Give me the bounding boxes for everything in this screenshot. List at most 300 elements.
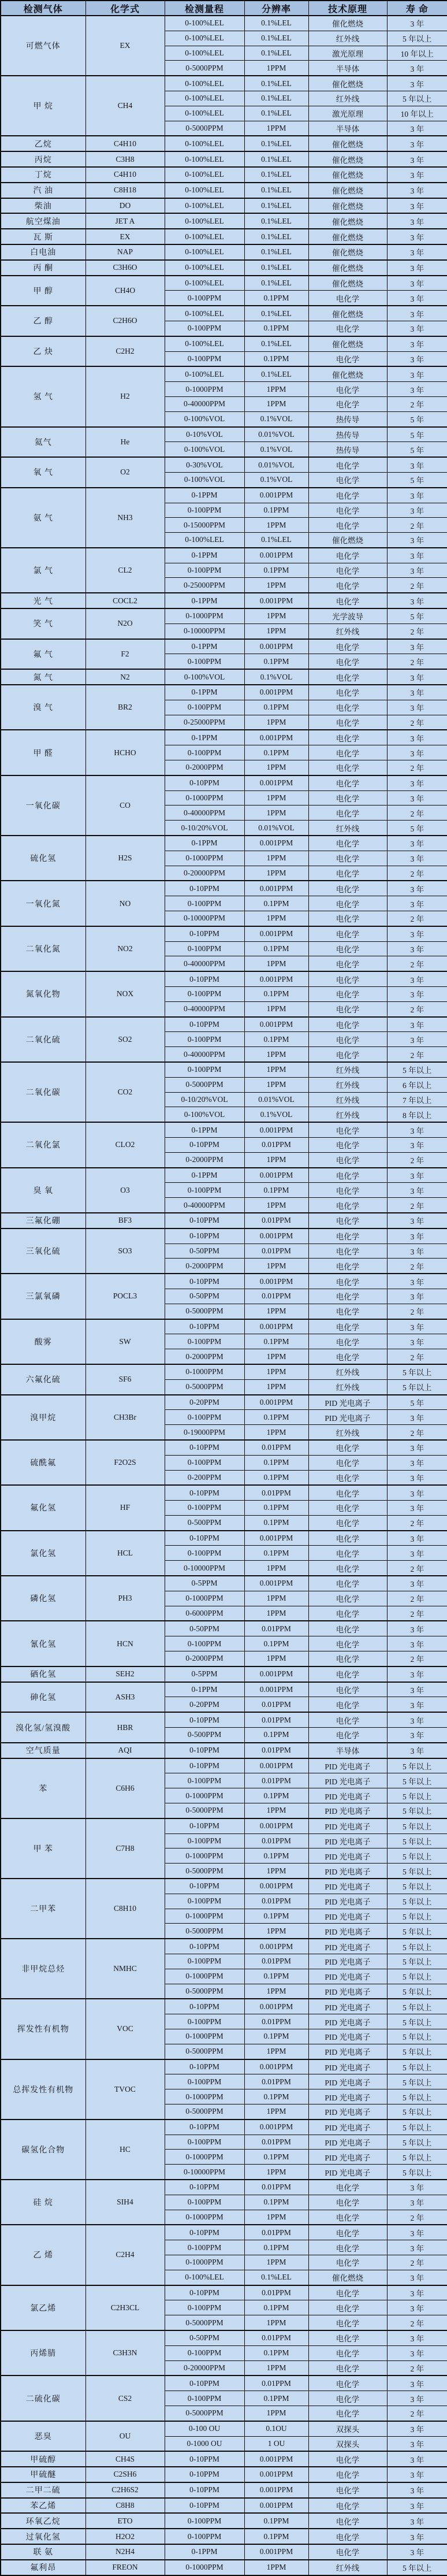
principle-cell: PID 光电离子 <box>308 1773 387 1788</box>
resolution-cell: 0.01PPM <box>244 1743 308 1758</box>
gas-name-cell: 氨 气 <box>1 488 85 548</box>
range-cell: 0-5PPM <box>165 1666 244 1682</box>
lifespan-cell: 3 年 <box>387 2482 447 2498</box>
range-cell: 0-100PPM <box>165 700 244 715</box>
resolution-cell: 1PPM <box>244 1364 308 1379</box>
lifespan-cell: 3 年 <box>387 229 447 244</box>
principle-cell: 电化学 <box>308 2375 387 2391</box>
gas-name-cell: 汽 油 <box>1 183 85 198</box>
lifespan-cell: 5 年以上 <box>387 2135 447 2150</box>
table-row <box>1 2513 447 2529</box>
resolution-cell: 0.001PPM <box>244 2498 308 2514</box>
principle-cell: PID 光电离子 <box>308 2074 387 2089</box>
lifespan-cell: 5 年以上 <box>387 1818 447 1833</box>
resolution-cell: 0.1OU <box>244 2421 308 2436</box>
lifespan-cell: 3 年 <box>387 1470 447 1485</box>
lifespan-cell: 2 年 <box>387 715 447 730</box>
principle-cell: 半导体 <box>308 1743 387 1758</box>
range-cell: 0-1PPM <box>165 1682 244 1697</box>
principle-cell: PID 光电离子 <box>308 1864 387 1879</box>
gas-name-cell: 甲硫醇 <box>1 2451 85 2467</box>
lifespan-cell: 3 年 <box>387 2529 447 2544</box>
resolution-cell: 0.1PPM <box>244 1032 308 1047</box>
range-cell: 0-100%LEL <box>165 2270 244 2285</box>
gas-name-cell: 瓦 斯 <box>1 229 85 244</box>
lifespan-cell: 3 年 <box>387 2330 447 2345</box>
formula-cell: BF3 <box>85 1213 165 1228</box>
range-cell: 0-1PPM <box>165 730 244 745</box>
lifespan-cell: 3 年 <box>387 836 447 851</box>
lifespan-cell: 3 年 <box>387 16 447 31</box>
principle-cell: 电化学 <box>308 730 387 745</box>
lifespan-cell: 3 年 <box>387 639 447 654</box>
range-cell: 0-100%LEL <box>165 106 244 121</box>
principle-cell: 电化学 <box>308 1636 387 1651</box>
range-cell: 0-40000PPM <box>165 1001 244 1016</box>
resolution-cell: 0.1PPM <box>244 654 308 669</box>
principle-cell: 电化学 <box>308 548 387 563</box>
gas-name-cell: 硫酰氟 <box>1 1440 85 1485</box>
lifespan-cell: 3 年 <box>387 1546 447 1561</box>
gas-name-cell: 氟 气 <box>1 639 85 670</box>
lifespan-cell: 5 年以上 <box>387 1833 447 1849</box>
lifespan-cell: 10 年以上 <box>387 106 447 121</box>
range-cell: 0-100PPM <box>165 291 244 306</box>
lifespan-cell: 2 年 <box>387 1651 447 1666</box>
range-cell: 0-10PPM <box>165 1531 244 1546</box>
resolution-cell: 0.1%LEL <box>244 136 308 151</box>
principle-cell: 电化学 <box>308 1017 387 1032</box>
principle-cell: 电化学 <box>308 2467 387 2482</box>
resolution-cell: 0.1%LEL <box>244 167 308 183</box>
range-cell: 0-2000PPM <box>165 1349 244 1364</box>
lifespan-cell: 3 年 <box>387 61 447 76</box>
principle-cell: 催化燃烧 <box>308 2270 387 2285</box>
table-row <box>1 926 447 941</box>
resolution-cell: 0.01PPM <box>244 2285 308 2300</box>
principle-cell: 电化学 <box>308 715 387 730</box>
lifespan-cell: 3 年 <box>387 136 447 151</box>
lifespan-cell: 5 年以上 <box>387 2120 447 2135</box>
lifespan-cell: 5 年以上 <box>387 1969 447 1984</box>
principle-cell: 催化燃烧 <box>308 244 387 260</box>
lifespan-cell: 5 年 <box>387 1395 447 1410</box>
resolution-cell: 0.001PPM <box>244 488 308 503</box>
resolution-cell: 0.1%LEL <box>244 366 308 381</box>
formula-cell: ETO <box>85 2513 165 2529</box>
resolution-cell: 0.1PPM <box>244 2300 308 2315</box>
resolution-cell: 0.1PPM <box>244 2089 308 2104</box>
principle-cell: 电化学 <box>308 1304 387 1319</box>
principle-cell: 电化学 <box>308 2180 387 2195</box>
principle-cell: 电化学 <box>308 654 387 669</box>
range-cell: 0-10PPM <box>165 971 244 986</box>
lifespan-cell: 7 年以上 <box>387 1092 447 1107</box>
range-cell: 0-100%LEL <box>165 276 244 291</box>
lifespan-cell: 2 年 <box>387 578 447 593</box>
range-cell: 0-1PPM <box>165 639 244 654</box>
gas-name-cell: 氦气 <box>1 427 85 458</box>
principle-cell: PID 光电离子 <box>308 1909 387 1924</box>
lifespan-cell: 3 年 <box>387 1274 447 1289</box>
range-cell: 0-10PPM <box>165 775 244 790</box>
range-cell: 0-5000PPM <box>165 2315 244 2330</box>
principle-cell: 电化学 <box>308 896 387 911</box>
lifespan-cell: 3 年 <box>387 2451 447 2467</box>
range-cell: 0-10PPM <box>165 926 244 941</box>
formula-cell: N2O <box>85 608 165 639</box>
resolution-cell: 1PPM <box>244 623 308 639</box>
principle-cell: 电化学 <box>308 790 387 806</box>
lifespan-cell: 2 年 <box>387 1425 447 1440</box>
resolution-cell: 1PPM <box>244 1047 308 1062</box>
range-cell: 0-40000PPM <box>165 806 244 821</box>
resolution-cell: 0.1PPM <box>244 2391 308 2406</box>
principle-cell: 催化燃烧 <box>308 213 387 229</box>
range-cell: 0-10PPM <box>165 2120 244 2135</box>
gas-name-cell: 联 氨 <box>1 2544 85 2560</box>
range-cell: 0-5000PPM <box>165 1379 244 1394</box>
range-cell: 0-15000PPM <box>165 518 244 533</box>
table-row <box>1 1576 447 1591</box>
range-cell: 0-1000PPM <box>165 2150 244 2165</box>
formula-cell: H2S <box>85 836 165 881</box>
principle-cell: 电化学 <box>308 563 387 578</box>
resolution-cell: 0.01PPM <box>244 1244 308 1259</box>
principle-cell: 电化学 <box>308 836 387 851</box>
range-cell: 0-10000PPM <box>165 623 244 639</box>
gas-name-cell: 三氟化硼 <box>1 1213 85 1228</box>
resolution-cell: 0.01PPM <box>244 1621 308 1636</box>
principle-cell: 电化学 <box>308 2498 387 2514</box>
table-row <box>1 1213 447 1228</box>
resolution-cell: 0.1%LEL <box>244 229 308 244</box>
formula-cell: NH3 <box>85 488 165 548</box>
principle-cell: PID 光电离子 <box>308 1395 387 1410</box>
formula-cell: C8H10 <box>85 1879 165 1939</box>
lifespan-cell: 2 年 <box>387 518 447 533</box>
range-cell: 0-2000PPM <box>165 1651 244 1666</box>
resolution-cell: 0.1PPM <box>244 1969 308 1984</box>
formula-cell: C7H8 <box>85 1818 165 1879</box>
lifespan-cell: 3 年 <box>387 1712 447 1727</box>
lifespan-cell: 6 年以上 <box>387 1077 447 1092</box>
resolution-cell: 0.1PPM <box>244 745 308 760</box>
table-row <box>1 276 447 291</box>
lifespan-cell: 2 年 <box>387 654 447 669</box>
resolution-cell: 0.01PPM <box>244 2225 308 2240</box>
range-cell: 0-100PPM <box>165 1894 244 1909</box>
lifespan-cell: 3 年 <box>387 457 447 472</box>
lifespan-cell: 5 年 <box>387 821 447 836</box>
resolution-cell: 0.001PPM <box>244 2482 308 2498</box>
range-cell: 0-100PPM <box>165 503 244 518</box>
resolution-cell: 0.001PPM <box>244 1319 308 1334</box>
range-cell: 0-10000PPM <box>165 1561 244 1576</box>
range-cell: 0-100%LEL <box>165 46 244 61</box>
table-row <box>1 1485 447 1500</box>
table-row <box>1 1758 447 1773</box>
lifespan-cell: 3 年 <box>387 2513 447 2529</box>
column-header-0: 检测气体 <box>1 1 85 16</box>
principle-cell: 电化学 <box>308 1666 387 1682</box>
resolution-cell: 0.1%VOL <box>244 1107 308 1122</box>
table-row <box>1 1939 447 1954</box>
principle-cell: 电化学 <box>308 2345 387 2360</box>
formula-cell: O2 <box>85 457 165 488</box>
lifespan-cell: 3 年 <box>387 167 447 183</box>
principle-cell: 电化学 <box>308 1032 387 1047</box>
range-cell: 0-100%LEL <box>165 183 244 198</box>
table-row <box>1 2482 447 2498</box>
lifespan-cell: 3 年 <box>387 2436 447 2451</box>
resolution-cell: 0.1%LEL <box>244 244 308 260</box>
gas-name-cell: 乙烷 <box>1 136 85 151</box>
range-cell: 0-100PPM <box>165 1334 244 1349</box>
resolution-cell: 1PPM <box>244 1591 308 1606</box>
table-row <box>1 2059 447 2074</box>
lifespan-cell: 5 年以上 <box>387 1803 447 1818</box>
resolution-cell: 0.1PPM <box>244 1501 308 1516</box>
range-cell: 0-1000PPM <box>165 2255 244 2270</box>
table-row <box>1 2330 447 2345</box>
resolution-cell: 0.01PPM <box>244 1440 308 1455</box>
lifespan-cell: 2 年 <box>387 1606 447 1621</box>
lifespan-cell: 3 年 <box>387 1743 447 1758</box>
resolution-cell: 0.001PPM <box>244 685 308 700</box>
gas-name-cell: 丙 酮 <box>1 260 85 276</box>
lifespan-cell: 3 年 <box>387 1621 447 1636</box>
lifespan-cell: 3 年 <box>387 1017 447 1032</box>
table-row <box>1 151 447 167</box>
principle-cell: 电化学 <box>308 291 387 306</box>
principle-cell: 双探头 <box>308 2421 387 2436</box>
lifespan-cell: 3 年 <box>387 2240 447 2255</box>
resolution-cell: 1PPM <box>244 1803 308 1818</box>
resolution-cell: 0.1PPM <box>244 896 308 911</box>
range-cell: 0-100%LEL <box>165 213 244 229</box>
principle-cell: 催化燃烧 <box>308 16 387 31</box>
range-cell: 0-500PPM <box>165 1515 244 1530</box>
resolution-cell: 0.001PPM <box>244 1395 308 1410</box>
resolution-cell: 0.1%LEL <box>244 198 308 214</box>
range-cell: 0-40000PPM <box>165 1047 244 1062</box>
principle-cell: 电化学 <box>308 1137 387 1152</box>
lifespan-cell: 2 年 <box>387 1349 447 1364</box>
resolution-cell: 0.001PPM <box>244 2451 308 2467</box>
gas-name-cell: 氮氧化物 <box>1 971 85 1016</box>
resolution-cell: 0.001PPM <box>244 1168 308 1183</box>
formula-cell: He <box>85 427 165 458</box>
principle-cell: 电化学 <box>308 775 387 790</box>
lifespan-cell: 5 年以上 <box>387 2089 447 2104</box>
range-cell: 0-100PPM <box>165 1501 244 1516</box>
gas-name-cell: 二硫化碳 <box>1 2375 85 2421</box>
range-cell: 0-10PPM <box>165 2467 244 2482</box>
lifespan-cell: 3 年 <box>387 2375 447 2391</box>
formula-cell: NMHC <box>85 1939 165 1999</box>
principle-cell: 红外线 <box>308 1379 387 1394</box>
range-cell: 0-100PPM <box>165 1183 244 1198</box>
lifespan-cell: 2 年 <box>387 1304 447 1319</box>
lifespan-cell: 3 年 <box>387 2421 447 2436</box>
resolution-cell: 0.001PPM <box>244 1122 308 1137</box>
principle-cell: 双探头 <box>308 2436 387 2451</box>
gas-name-cell: 苯 <box>1 1758 85 1818</box>
resolution-cell: 0.001PPM <box>244 1531 308 1546</box>
lifespan-cell: 2 年 <box>387 2360 447 2375</box>
lifespan-cell: 3 年 <box>387 1697 447 1712</box>
range-cell: 0-100%LEL <box>165 336 244 351</box>
lifespan-cell: 3 年 <box>387 563 447 578</box>
principle-cell: PID 光电离子 <box>308 1758 387 1773</box>
resolution-cell: 1PPM <box>244 1864 308 1879</box>
gas-name-cell: 氟利昂 <box>1 2560 85 2575</box>
range-cell: 0-100%LEL <box>165 366 244 381</box>
table-row <box>1 244 447 260</box>
formula-cell: SF6 <box>85 1364 165 1395</box>
range-cell: 0-100PPM <box>165 321 244 336</box>
principle-cell: 催化燃烧 <box>308 276 387 291</box>
formula-cell: HCHO <box>85 730 165 775</box>
resolution-cell: 0.001PPM <box>244 2544 308 2560</box>
principle-cell: 电化学 <box>308 1228 387 1244</box>
gas-name-cell: 甲 苯 <box>1 1818 85 1879</box>
principle-cell: 电化学 <box>308 1515 387 1530</box>
principle-cell: 电化学 <box>308 806 387 821</box>
lifespan-cell: 5 年以上 <box>387 1924 447 1939</box>
table-row <box>1 608 447 623</box>
resolution-cell: 0.001PPM <box>244 2120 308 2135</box>
principle-cell: 电化学 <box>308 1606 387 1621</box>
resolution-cell: 0.01PPM <box>244 1712 308 1727</box>
range-cell: 0-100PPM <box>165 2014 244 2029</box>
lifespan-cell: 3 年 <box>387 366 447 381</box>
gas-name-cell: 氯乙烯 <box>1 2285 85 2330</box>
principle-cell: PID 光电离子 <box>308 1939 387 1954</box>
range-cell: 0-20PPM <box>165 1697 244 1712</box>
resolution-cell: 1PPM <box>244 1984 308 1999</box>
principle-cell: 电化学 <box>308 2225 387 2240</box>
resolution-cell: 0.001PPM <box>244 775 308 790</box>
range-cell: 0-5000PPM <box>165 1077 244 1092</box>
gas-name-cell: 甲硫醚 <box>1 2467 85 2482</box>
principle-cell: 红外线 <box>308 623 387 639</box>
principle-cell: 电化学 <box>308 2544 387 2560</box>
lifespan-cell: 3 年 <box>387 1213 447 1228</box>
lifespan-cell: 5 年 <box>387 442 447 457</box>
table-row <box>1 1818 447 1833</box>
table-row <box>1 427 447 442</box>
principle-cell: 激光原理 <box>308 46 387 61</box>
range-cell: 0-25000PPM <box>165 715 244 730</box>
lifespan-cell: 5 年以上 <box>387 2104 447 2119</box>
table-row <box>1 1712 447 1727</box>
principle-cell: 电化学 <box>308 2513 387 2529</box>
range-cell: 0-1000PPM <box>165 2210 244 2225</box>
table-row <box>1 2451 447 2467</box>
principle-cell: 电化学 <box>308 2195 387 2210</box>
range-cell: 0-10/20%VOL <box>165 1092 244 1107</box>
gas-name-cell: 一氧化氮 <box>1 881 85 926</box>
lifespan-cell: 2 年 <box>387 2210 447 2225</box>
range-cell: 0-1PPM <box>165 836 244 851</box>
formula-cell: C2H2 <box>85 336 165 367</box>
resolution-cell: 0.01PPM <box>244 1833 308 1849</box>
principle-cell: 电化学 <box>308 1712 387 1727</box>
range-cell: 0-5000PPM <box>165 121 244 136</box>
principle-cell: 催化燃烧 <box>308 151 387 167</box>
lifespan-cell: 2 年 <box>387 1591 447 1606</box>
lifespan-cell: 3 年 <box>387 1666 447 1682</box>
range-cell: 0-5000PPM <box>165 61 244 76</box>
resolution-cell: 0.1%LEL <box>244 106 308 121</box>
range-cell: 0-10000PPM <box>165 2165 244 2180</box>
formula-cell: C8H18 <box>85 183 165 198</box>
resolution-cell: 0.01%VOL <box>244 457 308 472</box>
principle-cell: 电化学 <box>308 956 387 971</box>
range-cell: 0-100PPM <box>165 987 244 1002</box>
gas-name-cell: 丙烯腈 <box>1 2330 85 2375</box>
table-row <box>1 836 447 851</box>
table-row <box>1 1879 447 1894</box>
resolution-cell: 0.01PPM <box>244 1213 308 1228</box>
range-cell: 0-50PPM <box>165 2330 244 2345</box>
range-cell: 0-100%LEL <box>165 91 244 106</box>
resolution-cell: 0.1PPM <box>244 2513 308 2529</box>
range-cell: 0-100PPM <box>165 2391 244 2406</box>
range-cell: 0-20PPM <box>165 1395 244 1410</box>
principle-cell: 电化学 <box>308 1047 387 1062</box>
principle-cell: 催化燃烧 <box>308 260 387 276</box>
formula-cell: ASH3 <box>85 1682 165 1713</box>
principle-cell: 电化学 <box>308 2406 387 2421</box>
principle-cell: 光学波导 <box>308 608 387 623</box>
formula-cell: NAP <box>85 244 165 260</box>
principle-cell: 电化学 <box>308 1455 387 1470</box>
lifespan-cell: 5 年以上 <box>387 1999 447 2014</box>
principle-cell: 电化学 <box>308 1561 387 1576</box>
resolution-cell: 0.01PPM <box>244 1773 308 1788</box>
lifespan-cell: 2 年 <box>387 1259 447 1274</box>
gas-name-cell: 乙 炔 <box>1 336 85 367</box>
table-row <box>1 775 447 790</box>
range-cell: 0-100 OU <box>165 2421 244 2436</box>
table-row <box>1 1017 447 1032</box>
lifespan-cell: 3 年 <box>387 1137 447 1152</box>
principle-cell: 电化学 <box>308 941 387 956</box>
resolution-cell: 0.01PPM <box>244 1137 308 1152</box>
lifespan-cell: 3 年 <box>387 336 447 351</box>
range-cell: 0-6000PPM <box>165 1606 244 1621</box>
lifespan-cell: 10 年以上 <box>387 46 447 61</box>
header-row <box>1 1 447 16</box>
principle-cell: 电化学 <box>308 2255 387 2270</box>
lifespan-cell: 3 年 <box>387 1122 447 1137</box>
principle-cell: 电化学 <box>308 472 387 487</box>
range-cell: 0-100%LEL <box>165 244 244 260</box>
table-row <box>1 136 447 151</box>
resolution-cell: 0.001PPM <box>244 1758 308 1773</box>
table-row <box>1 76 447 91</box>
resolution-cell: 0.1PPM <box>244 1515 308 1530</box>
principle-cell: 电化学 <box>308 382 387 397</box>
resolution-cell: 0.1PPM <box>244 1410 308 1425</box>
range-cell: 0-100PPM <box>165 2240 244 2255</box>
gas-name-cell: 二氧化硫 <box>1 1017 85 1062</box>
lifespan-cell: 3 年 <box>387 2225 447 2240</box>
resolution-cell: 0.1%LEL <box>244 260 308 276</box>
